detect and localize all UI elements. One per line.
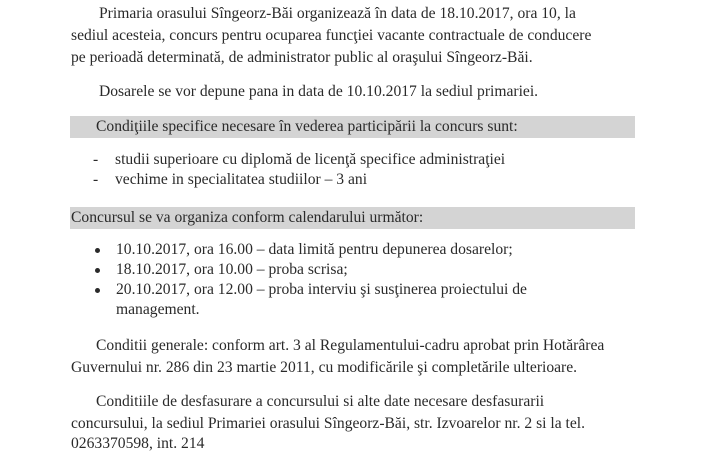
desfasurare-line-2: concursului, la sediul Primariei orasului Sîngeorz-Băi, str. Izvoarelor nr. 2 si la tel.: [71, 415, 586, 432]
intro-line-1: Primaria orasului Sîngeorz-Băi organizează în data de 18.10.2017, ora 10, la: [99, 5, 576, 22]
desfasurare-line-1: Conditiile de desfasurare a concursului si alte date necesare desfasurarii: [96, 393, 545, 410]
calendar-item-1: 10.10.2017, ora 16.00 – data limită pentru depunerea dosarelor;: [116, 241, 513, 258]
conditii-generale-line-1: Conditii generale: conform art. 3 al Regulamentului-cadru aprobat prin Hotărârea: [96, 337, 605, 354]
calendar-item-3: 20.10.2017, ora 12.00 – proba interviu şi susţinerea proiectului de: [116, 281, 527, 298]
conditii-specifice-heading: Condiţiile specifice necesare în vederea participării la concurs sunt:: [96, 118, 518, 135]
conditie-item-1: studii superioare cu diplomă de licenţă specifice administraţiei: [115, 151, 506, 168]
calendar-item-2: 18.10.2017, ora 10.00 – proba scrisa;: [116, 261, 348, 278]
dosare-text: Dosarele se vor depune pana in data de 10.10.2017 la sediul primariei.: [99, 83, 539, 100]
bullet-dot: [95, 268, 100, 273]
conditii-generale-line-2: Guvernului nr. 286 din 23 martie 2011, cu modificările şi completările ulterioare.: [71, 359, 578, 376]
bullet-dot: [95, 288, 100, 293]
desfasurare-line-3: 0263370598, int. 214: [71, 435, 205, 452]
bullet-dot: [95, 248, 100, 253]
calendar-item-3-continued: management.: [116, 301, 200, 318]
intro-line-3: pe perioadă determinată, de administrator public al oraşului Sîngeorz-Băi.: [71, 49, 533, 66]
list-dash: -: [93, 171, 99, 188]
list-dash: -: [93, 151, 99, 168]
intro-line-2: sediul acesteia, concurs pentru ocuparea funcţiei vacante contractuale de conducere: [71, 27, 592, 44]
conditie-item-2: vechime in specialitatea studiilor – 3 ani: [115, 171, 368, 188]
calendar-heading: Concursul se va organiza conform calendarului următor:: [71, 209, 424, 226]
